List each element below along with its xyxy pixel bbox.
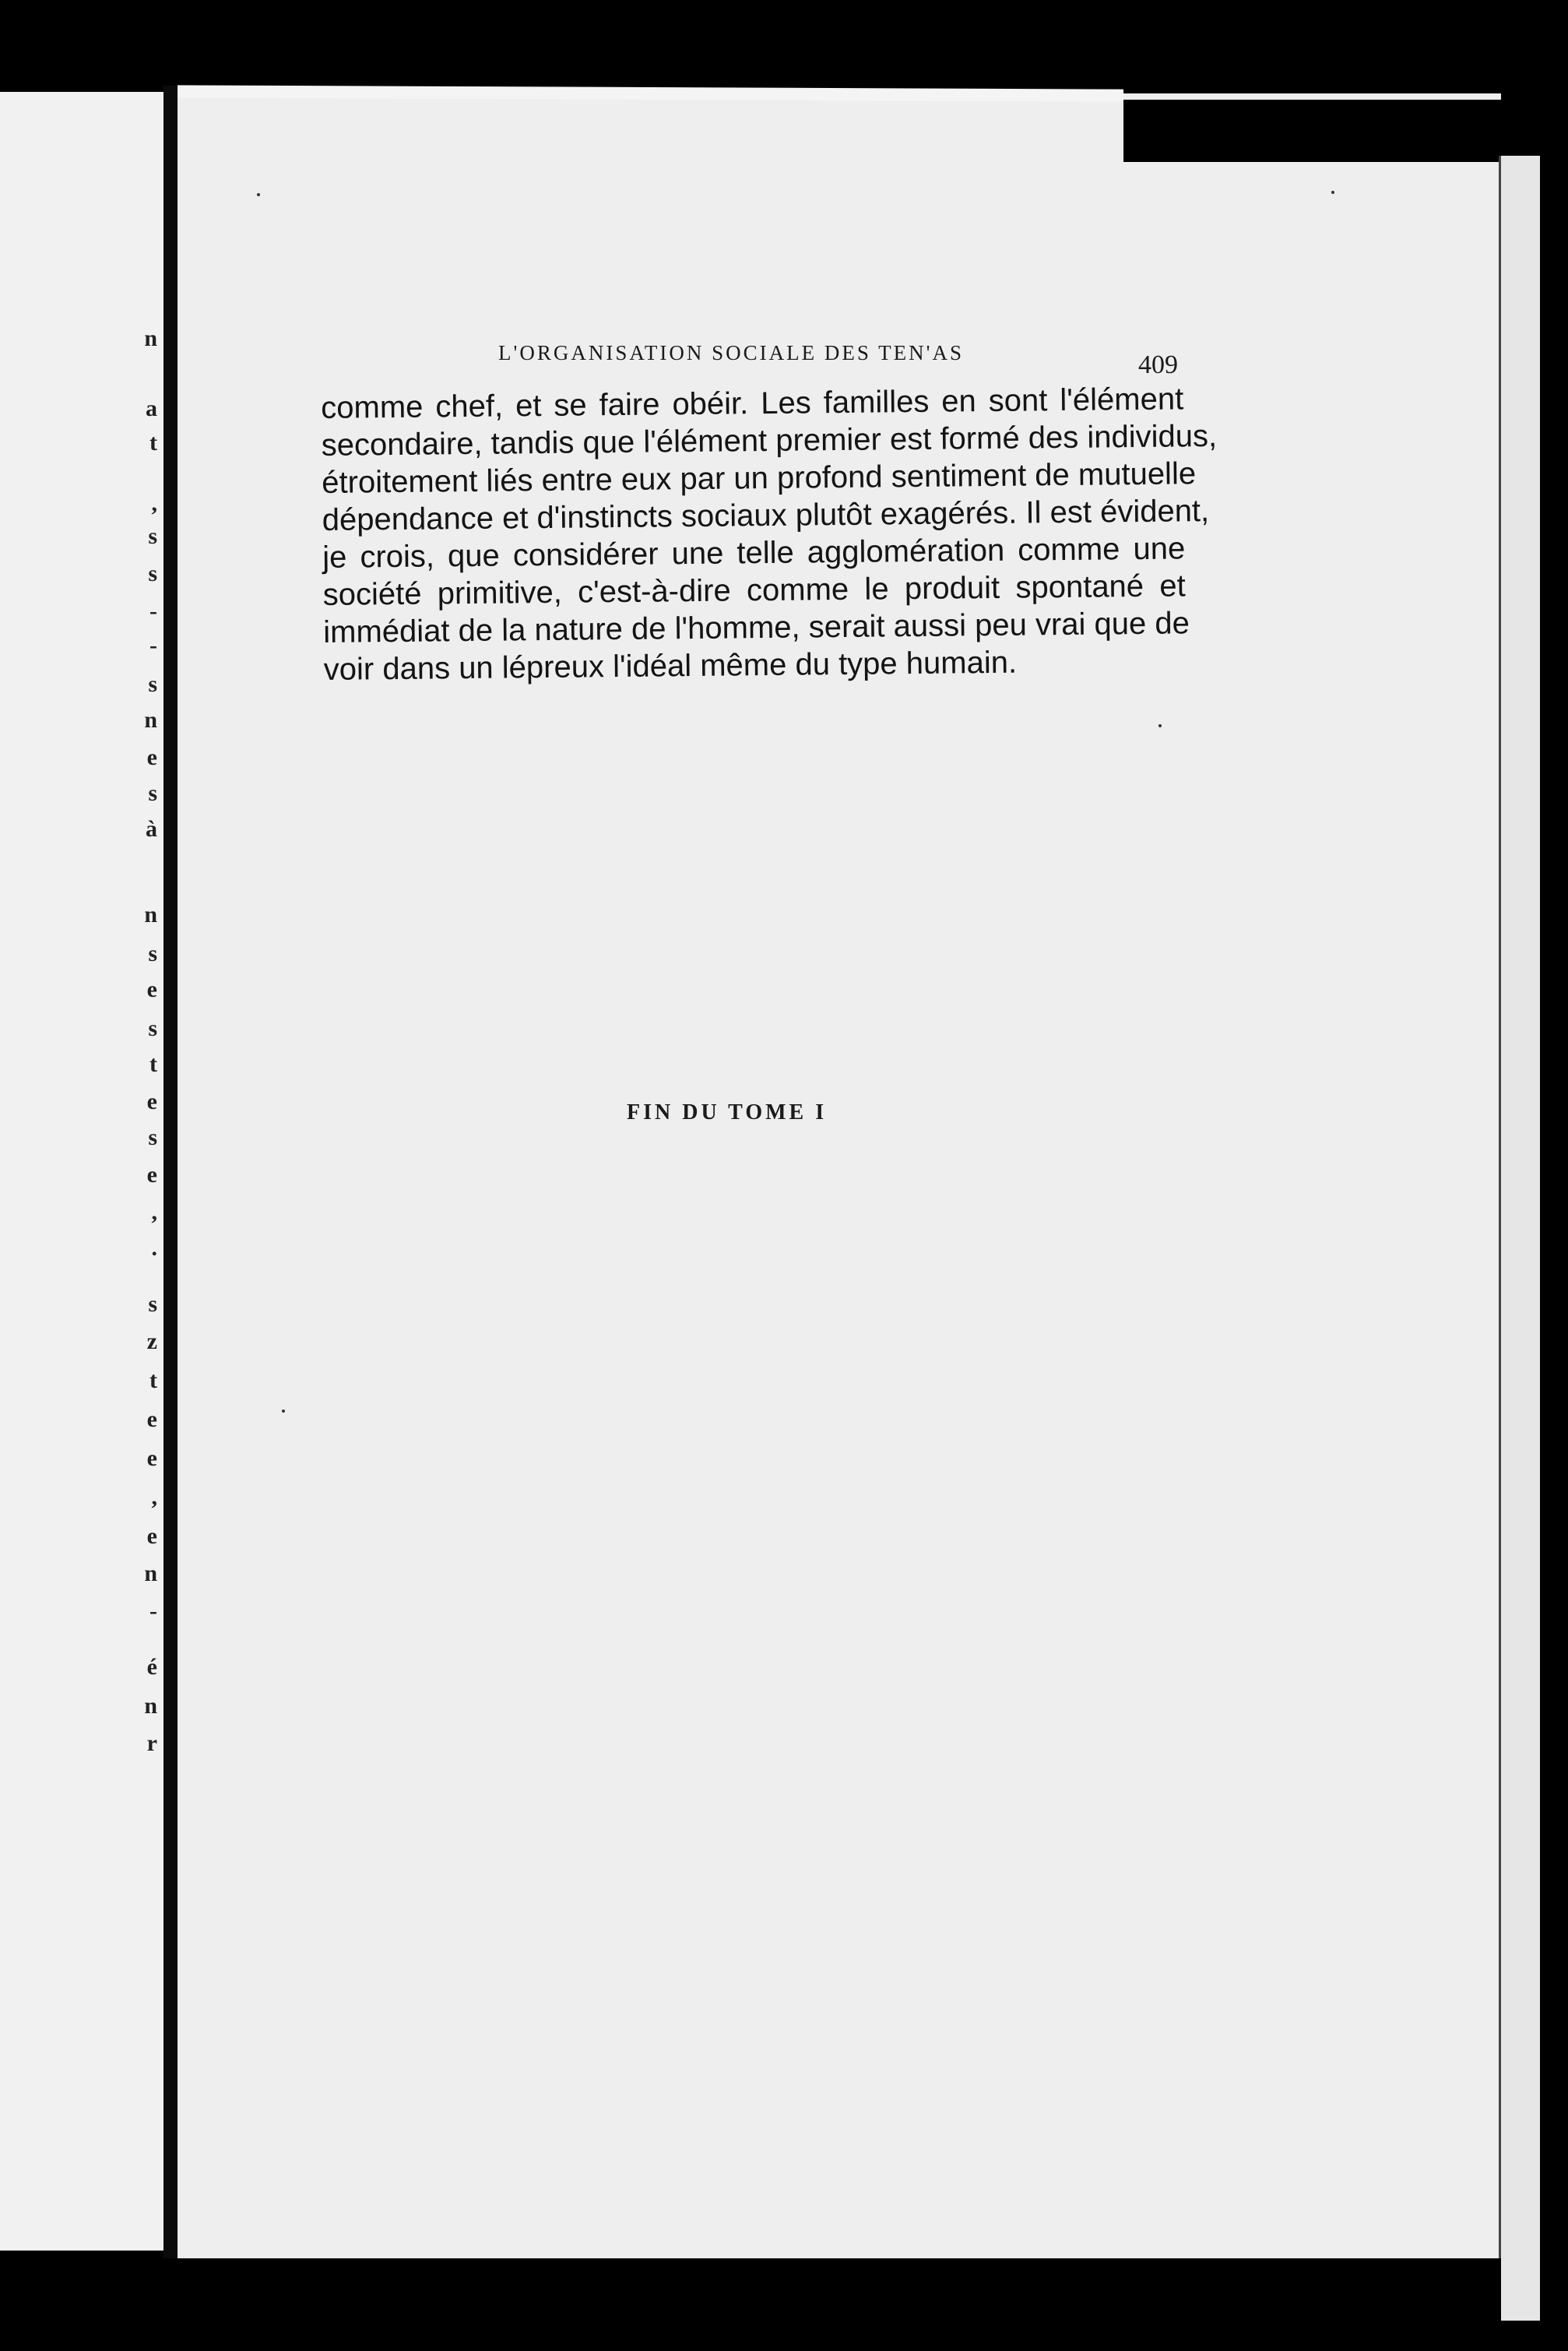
text-line: secondaire, tandis que l'élément premier est formé des individus,: [321, 418, 1218, 463]
edge-character: à: [146, 816, 157, 842]
edge-character: ,: [151, 1199, 157, 1225]
text-line: immédiat de la nature de l'homme, serait aussi peu vrai que de: [323, 606, 1190, 649]
edge-character: z: [146, 1329, 157, 1354]
edge-character: e: [146, 1523, 157, 1549]
page-stack-edge: [1499, 156, 1540, 2321]
text-line: voir dans un lépreux l'idéal même du type humain.: [323, 645, 1018, 687]
text-line: dépendance et d'instincts sociaux plutôt exagérés. Il est évident,: [322, 494, 1210, 537]
edge-character: a: [146, 396, 157, 421]
edge-character: t: [149, 1051, 157, 1077]
scan-speck: [257, 193, 260, 196]
end-of-volume-mark: FIN DU TOME I: [627, 1100, 828, 1124]
body-paragraph: [321, 380, 1218, 688]
edge-character: e: [146, 744, 157, 770]
facing-page-edge-text: [126, 92, 157, 2251]
edge-character: n: [144, 326, 157, 351]
edge-character: r: [146, 1730, 157, 1756]
edge-character: n: [144, 707, 157, 733]
edge-character: e: [146, 977, 157, 1002]
running-head: L'ORGANISATION SOCIALE DES TEN'AS: [498, 341, 964, 364]
edge-character: t: [149, 430, 157, 456]
page-number: 409: [1138, 350, 1178, 379]
edge-character: -: [149, 598, 157, 624]
edge-character: s: [148, 1124, 157, 1150]
text-line: étroitement liés entre eux par un profond sentiment de mutuelle: [322, 456, 1197, 500]
edge-character: e: [146, 1089, 157, 1114]
edge-character: ,: [151, 1484, 157, 1510]
text-line: je crois, que considérer une telle agglomération comme une: [322, 531, 1186, 575]
edge-character: s: [148, 671, 157, 697]
edge-character: s: [148, 561, 157, 586]
edge-character: -: [149, 632, 157, 658]
edge-character: e: [146, 1162, 157, 1188]
scan-background: [1123, 100, 1528, 162]
scan-speck: [1158, 724, 1162, 727]
scan-speck: [1331, 191, 1334, 194]
edge-character: e: [146, 1406, 157, 1432]
edge-character: t: [149, 1367, 157, 1393]
edge-character: ,: [151, 491, 157, 516]
edge-character: s: [148, 941, 157, 966]
edge-character: n: [144, 902, 157, 927]
edge-character: n: [144, 1561, 157, 1586]
edge-character: s: [148, 1015, 157, 1041]
edge-character: -: [149, 1598, 157, 1624]
scan-background-bottom: [178, 2258, 1501, 2351]
edge-character: s: [148, 780, 157, 806]
scan-speck: [282, 1410, 285, 1413]
edge-character: .: [151, 1235, 157, 1261]
edge-character: n: [144, 1693, 157, 1719]
edge-character: s: [148, 523, 157, 549]
edge-character: é: [146, 1654, 157, 1680]
text-line: société primitive, c'est-à-dire comme le produit spontané et: [322, 568, 1186, 612]
edge-character: e: [146, 1445, 157, 1471]
edge-character: s: [148, 1291, 157, 1317]
text-line: comme chef, et se faire obéir. Les familles en sont l'élément: [321, 382, 1184, 425]
facing-page-left: [0, 92, 163, 2251]
